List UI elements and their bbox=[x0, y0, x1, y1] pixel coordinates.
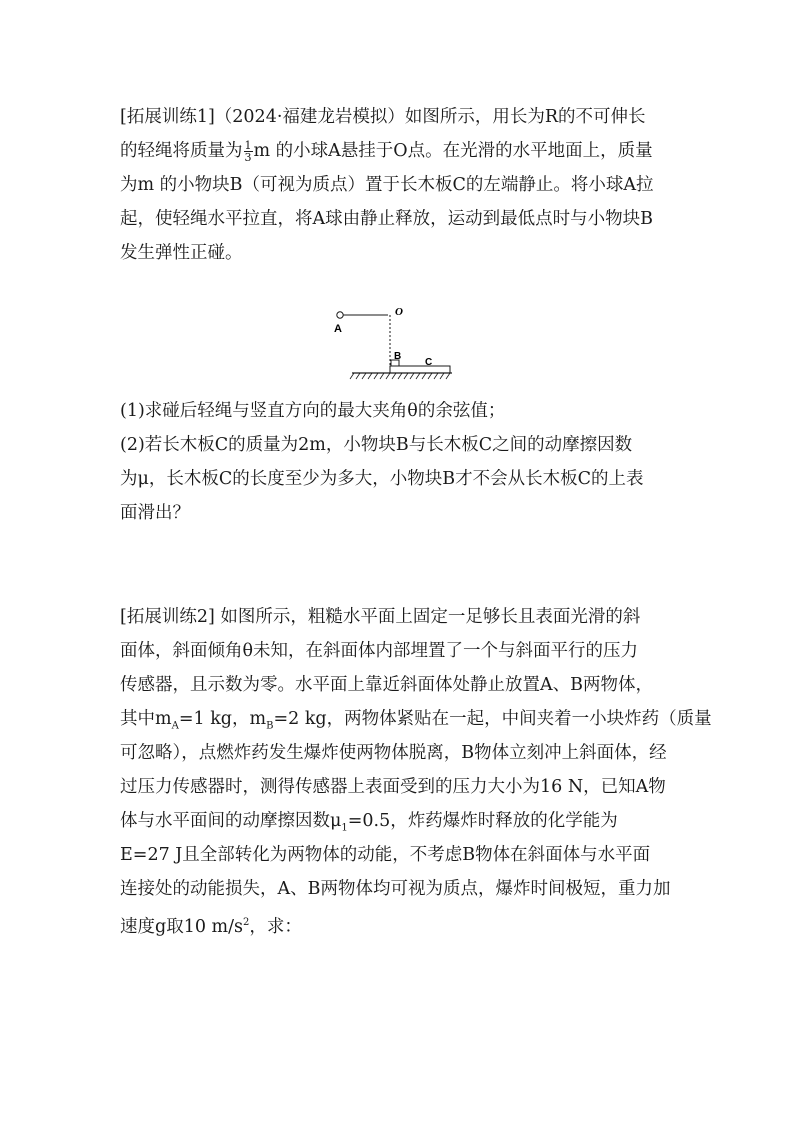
label-c: C bbox=[425, 357, 433, 368]
question-1: (1)求碰后轻绳与竖直方向的最大夹角θ的余弦值； bbox=[120, 401, 506, 421]
physics-diagram bbox=[330, 300, 470, 390]
problem-1-line: 发生弹性正碰。 bbox=[120, 243, 243, 263]
text-segment: 体与水平面间的动摩擦因数μ bbox=[120, 811, 342, 831]
label-b: B bbox=[394, 351, 402, 362]
text-segment: 其中m bbox=[120, 709, 172, 729]
label-o: O bbox=[395, 306, 403, 318]
ball-a bbox=[337, 312, 343, 318]
problem-2-line bbox=[120, 804, 680, 838]
problem-2-line: 可忽略），点燃炸药发生爆炸使两物体脱离，B物体立刻冲上斜面体，经 bbox=[120, 743, 667, 763]
label-a: A bbox=[334, 323, 342, 335]
problem-1-text bbox=[120, 100, 680, 270]
text-segment: 的轻绳将质量为 bbox=[120, 141, 243, 161]
subscript: A bbox=[171, 720, 179, 732]
text-segment: =1 kg，m bbox=[178, 709, 267, 729]
superscript: 2 bbox=[243, 917, 250, 928]
question-2-line: 为μ，长木板C的长度至少为多大，小物块B才不会从长木板C的上表 bbox=[120, 469, 644, 489]
problem-2-line: [拓展训练2] 如图所示，粗糙水平面上固定一足够长且表面光滑的斜 bbox=[120, 607, 641, 627]
text-segment: =0.5，炸药爆炸时释放的化学能为 bbox=[347, 811, 618, 831]
ground-hatching bbox=[350, 373, 450, 379]
question-2-line: (2)若长木板C的质量为2m，小物块B与长木板C之间的动摩擦因数 bbox=[120, 435, 633, 455]
problem-1-line: [拓展训练1]（2024·福建龙岩模拟）如图所示，用长为R的不可伸长 bbox=[120, 107, 646, 127]
problem-1-questions bbox=[120, 394, 680, 530]
text-segment: ，求： bbox=[249, 916, 302, 937]
problem-1-line bbox=[120, 134, 680, 168]
fraction-denominator: 3 bbox=[244, 151, 252, 164]
problem-2-line bbox=[120, 906, 680, 940]
problem-2-line: 传感器，且示数为零。水平面上靠近斜面体处静止放置A、B两物体， bbox=[120, 675, 653, 695]
subscript: 1 bbox=[341, 822, 348, 834]
long-board-c bbox=[390, 366, 450, 373]
problem-2-line: 过压力传感器时，测得传感器上表面受到的压力大小为16 N，已知A物 bbox=[120, 777, 666, 797]
problem-1-line: 起，使轻绳水平拉直，将A球由静止释放，运动到最低点时与小物块B bbox=[120, 209, 653, 229]
text-segment: 速度g取10 m/s bbox=[120, 916, 244, 937]
subscript: B bbox=[266, 720, 274, 732]
problem-2-line: 面体，斜面倾角θ未知，在斜面体内部埋置了一个与斜面平行的压力 bbox=[120, 641, 639, 661]
problem-2-line: E=27 J且全部转化为两物体的动能，不考虑B物体在斜面体与水平面 bbox=[120, 845, 651, 865]
fraction bbox=[244, 140, 253, 163]
problem-2-line bbox=[120, 702, 712, 736]
text-segment: m 的小球A悬挂于O点。在光滑的水平地面上，质量 bbox=[253, 141, 653, 161]
fraction-numerator: 1 bbox=[244, 139, 252, 152]
problem-2-line: 连接处的动能损失，A、B两物体均可视为质点，爆炸时间极短，重力加 bbox=[120, 879, 671, 899]
question-2-line: 面滑出？ bbox=[120, 503, 190, 523]
problem-1-line: 为m 的小物块B（可视为质点）置于长木板C的左端静止。将小球A拉 bbox=[120, 175, 654, 195]
text-segment: =2 kg，两物体紧贴在一起，中间夹着一小块炸药（质量 bbox=[273, 709, 712, 729]
problem-2-text bbox=[120, 600, 712, 940]
